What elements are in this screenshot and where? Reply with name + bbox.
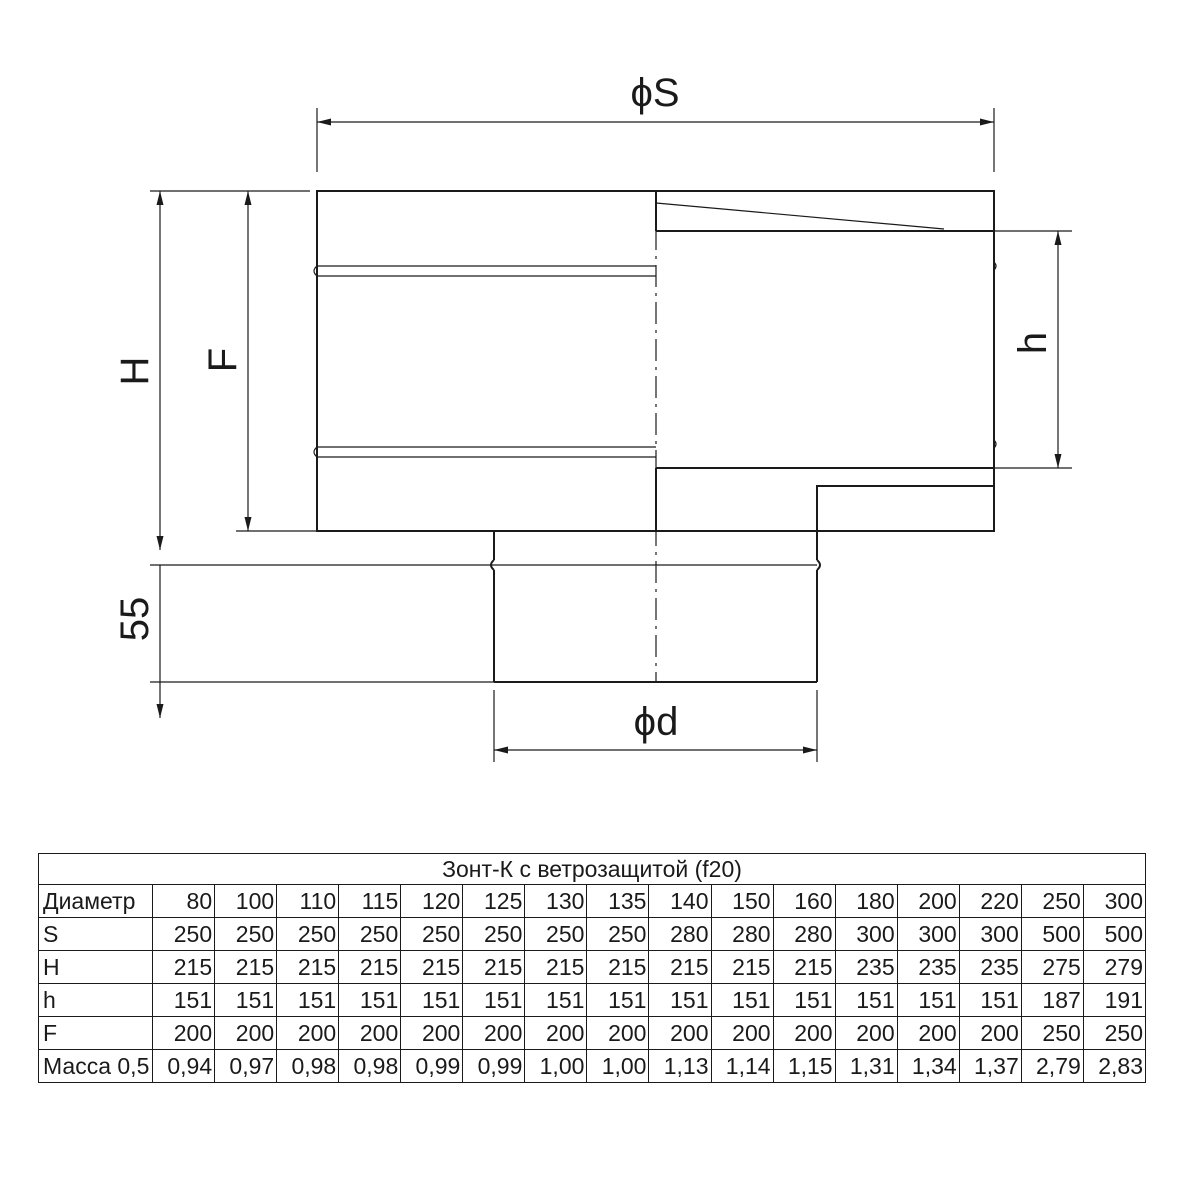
table-cell: 215 (277, 951, 339, 984)
table-cell: 191 (1083, 984, 1145, 1017)
dimension-d (494, 690, 817, 762)
table-cell: 1,31 (835, 1050, 897, 1083)
table-cell: 235 (835, 951, 897, 984)
row-label: Диаметр (39, 885, 153, 918)
dimension-spigot-label: 55 (113, 596, 157, 642)
table-cell: 235 (897, 951, 959, 984)
table-cell: 200 (711, 1017, 773, 1050)
table-cell: 151 (277, 984, 339, 1017)
table-cell: 140 (649, 885, 711, 918)
table-cell: 300 (959, 918, 1021, 951)
table-cell: 500 (1021, 918, 1083, 951)
table-row (39, 951, 1146, 984)
table-cell: 200 (959, 1017, 1021, 1050)
table-cell: 200 (525, 1017, 587, 1050)
wind-deflector (656, 191, 996, 531)
table-cell: 0,97 (215, 1050, 277, 1083)
row-label: H (39, 951, 153, 984)
dimension-h-deflector-label: h (1011, 331, 1055, 355)
table-cell: 150 (711, 885, 773, 918)
table-cell: 215 (773, 951, 835, 984)
table-cell: 151 (649, 984, 711, 1017)
table-cell: 1,00 (525, 1050, 587, 1083)
table-cell: 500 (1083, 918, 1145, 951)
table-cell: 151 (153, 984, 215, 1017)
table-cell: 215 (711, 951, 773, 984)
table-cell: 215 (339, 951, 401, 984)
table-caption: Зонт-К с ветрозащитой (f20) (39, 854, 1146, 885)
dimension-h-deflector (994, 231, 1072, 468)
table-cell: 250 (401, 918, 463, 951)
table-row (39, 1050, 1146, 1083)
table-cell: 1,13 (649, 1050, 711, 1083)
table-cell: 200 (587, 1017, 649, 1050)
table-cell: 200 (897, 1017, 959, 1050)
dimension-f-label: F (201, 347, 245, 373)
table-cell: 2,83 (1083, 1050, 1145, 1083)
table-cell: 215 (463, 951, 525, 984)
table-cell: 250 (463, 918, 525, 951)
dimension-d-label: ϕd (633, 700, 679, 744)
table-cell: 0,94 (153, 1050, 215, 1083)
table-cell: 151 (401, 984, 463, 1017)
dimension-s (317, 71, 994, 172)
table-cell: 200 (215, 1017, 277, 1050)
table-cell: 300 (1083, 885, 1145, 918)
table-cell: 151 (835, 984, 897, 1017)
table-cell: 275 (1021, 951, 1083, 984)
cap-body (314, 191, 994, 531)
table-cell: 0,98 (339, 1050, 401, 1083)
table-cell: 1,00 (587, 1050, 649, 1083)
spec-table (38, 853, 1146, 1083)
table-cell: 280 (773, 918, 835, 951)
table-cell: 200 (339, 1017, 401, 1050)
table-caption-row (39, 854, 1146, 885)
table-cell: 215 (401, 951, 463, 984)
table-cell: 250 (587, 918, 649, 951)
table-cell: 215 (525, 951, 587, 984)
table-cell: 250 (215, 918, 277, 951)
table-cell: 1,37 (959, 1050, 1021, 1083)
dimension-spigot (113, 565, 494, 718)
table-cell: 160 (773, 885, 835, 918)
table-cell: 135 (587, 885, 649, 918)
row-label: h (39, 984, 153, 1017)
table-cell: 200 (773, 1017, 835, 1050)
table-cell: 215 (153, 951, 215, 984)
table-cell: 1,15 (773, 1050, 835, 1083)
table-cell: 250 (1083, 1017, 1145, 1050)
table-cell: 200 (153, 1017, 215, 1050)
table-cell: 187 (1021, 984, 1083, 1017)
table-cell: 279 (1083, 951, 1145, 984)
table-row (39, 918, 1146, 951)
row-label: S (39, 918, 153, 951)
table-cell: 180 (835, 885, 897, 918)
table-cell: 100 (215, 885, 277, 918)
table-cell: 200 (835, 1017, 897, 1050)
table-cell: 300 (897, 918, 959, 951)
table-cell: 200 (401, 1017, 463, 1050)
table-cell: 130 (525, 885, 587, 918)
table-cell: 235 (959, 951, 1021, 984)
table-cell: 0,99 (401, 1050, 463, 1083)
table-cell: 250 (1021, 885, 1083, 918)
table-cell: 151 (215, 984, 277, 1017)
table-cell: 115 (339, 885, 401, 918)
table-cell: 215 (587, 951, 649, 984)
row-label: Масса 0,5 (39, 1050, 153, 1083)
dimension-s-label: ϕS (630, 71, 680, 115)
table-cell: 200 (649, 1017, 711, 1050)
table-cell: 1,34 (897, 1050, 959, 1083)
table-cell: 280 (649, 918, 711, 951)
dimension-h-total-label: H (113, 356, 157, 386)
table-row (39, 1017, 1146, 1050)
table-row (39, 984, 1146, 1017)
table-cell: 0,98 (277, 1050, 339, 1083)
table-cell: 200 (897, 885, 959, 918)
table-cell: 110 (277, 885, 339, 918)
row-label: F (39, 1017, 153, 1050)
table-cell: 250 (1021, 1017, 1083, 1050)
table-cell: 280 (711, 918, 773, 951)
table-cell: 151 (463, 984, 525, 1017)
table-row (39, 885, 1146, 918)
table-cell: 215 (215, 951, 277, 984)
table-cell: 250 (277, 918, 339, 951)
table-cell: 300 (835, 918, 897, 951)
table-cell: 80 (153, 885, 215, 918)
table-cell: 2,79 (1021, 1050, 1083, 1083)
table-cell: 151 (773, 984, 835, 1017)
table-cell: 220 (959, 885, 1021, 918)
table-cell: 120 (401, 885, 463, 918)
table-cell: 151 (525, 984, 587, 1017)
table-cell: 250 (153, 918, 215, 951)
table-cell: 151 (587, 984, 649, 1017)
table-cell: 1,14 (711, 1050, 773, 1083)
table-cell: 200 (277, 1017, 339, 1050)
table-cell: 151 (897, 984, 959, 1017)
table-cell: 151 (959, 984, 1021, 1017)
table-cell: 200 (463, 1017, 525, 1050)
dimension-f (201, 191, 317, 531)
table-cell: 250 (339, 918, 401, 951)
table-cell: 125 (463, 885, 525, 918)
table-cell: 215 (649, 951, 711, 984)
table-cell: 151 (711, 984, 773, 1017)
table-cell: 0,99 (463, 1050, 525, 1083)
table-cell: 250 (525, 918, 587, 951)
table-cell: 151 (339, 984, 401, 1017)
